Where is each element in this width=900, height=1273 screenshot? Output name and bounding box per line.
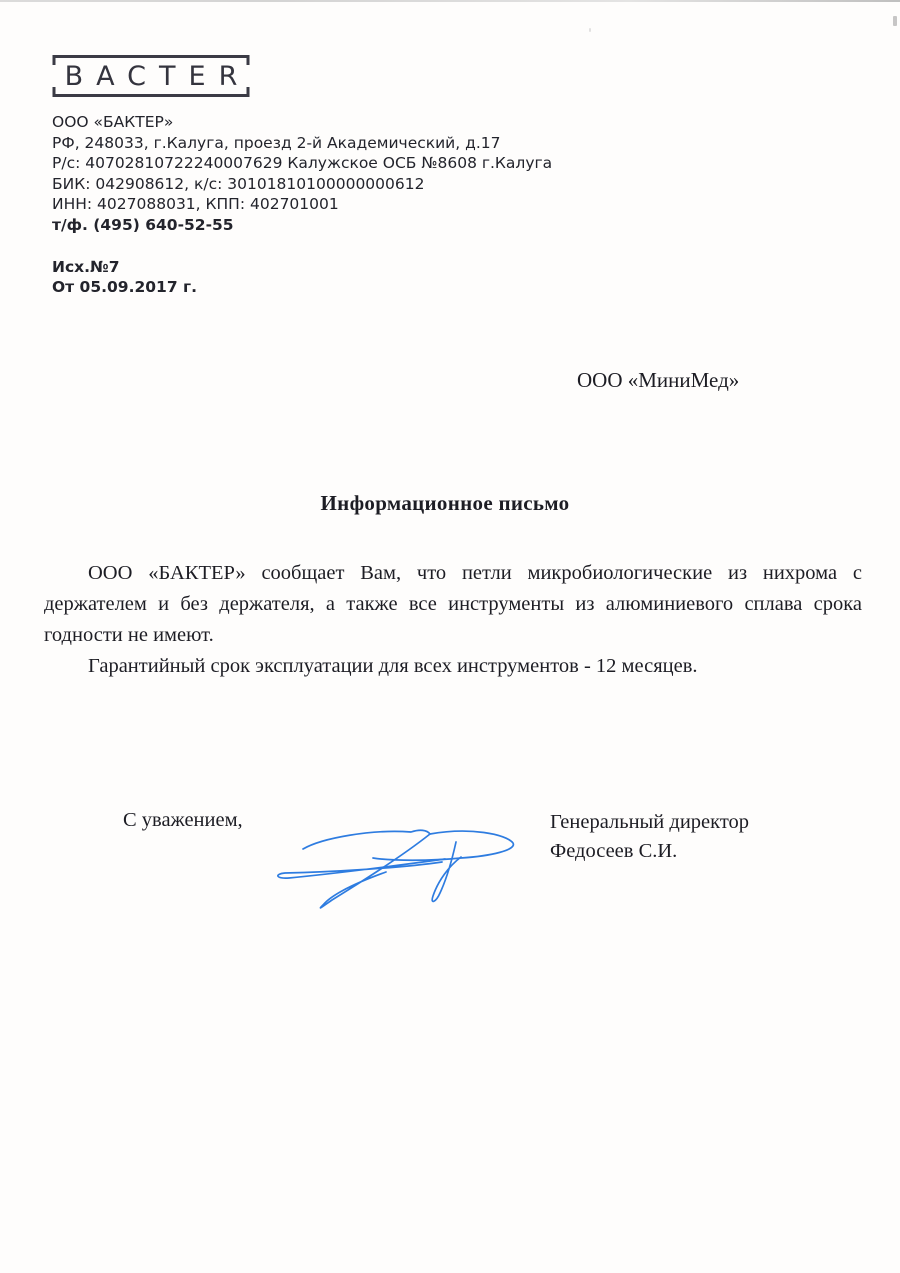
reference-number: Исх.№7 [52,258,120,276]
letter-body [44,558,862,682]
letter-title: Информационное письмо [320,491,570,515]
signatory-position: Генеральный директор [550,811,750,833]
body-paragraph-1: ООО «БАКТЕР» сообщает Вам, что петли микробиологические из нихрома с держателем и без держателя, а также все инструменты из алюминиевого сплава срока годности не имеют. [44,562,862,646]
signatory-name: Федосеев С.И. [550,840,678,862]
scan-speck [589,28,591,32]
addressee: ООО «МиниМед» [577,368,740,392]
company-name: ООО «БАКТЕР» [52,113,174,131]
company-details [52,112,552,235]
company-account: Р/с: 40702810722240007629 Калужское ОСБ №8608 г.Калуга [52,154,553,172]
scan-speck [893,16,897,26]
logo-text: BACTER [64,60,251,92]
body-paragraph-2: Гарантийный срок эксплуатации для всех инструментов - 12 месяцев. [88,655,698,677]
closing-salutation: С уважением, [123,809,243,831]
company-address: РФ, 248033, г.Калуга, проезд 2-й Академический, д.17 [52,133,501,152]
company-logo [52,54,250,98]
reference-date: От 05.09.2017 г. [52,278,197,296]
company-inn-kpp: ИНН: 4027088031, КПП: 402701001 [52,195,339,213]
scan-edge-artifact [0,0,900,2]
signatory-block [550,808,749,866]
outgoing-reference [52,257,197,297]
handwritten-signature-icon [270,812,520,918]
company-bik-ks: БИК: 042908612, к/с: 30101810100000000612 [52,174,425,193]
company-phone: т/ф. (495) 640-52-55 [52,215,234,234]
